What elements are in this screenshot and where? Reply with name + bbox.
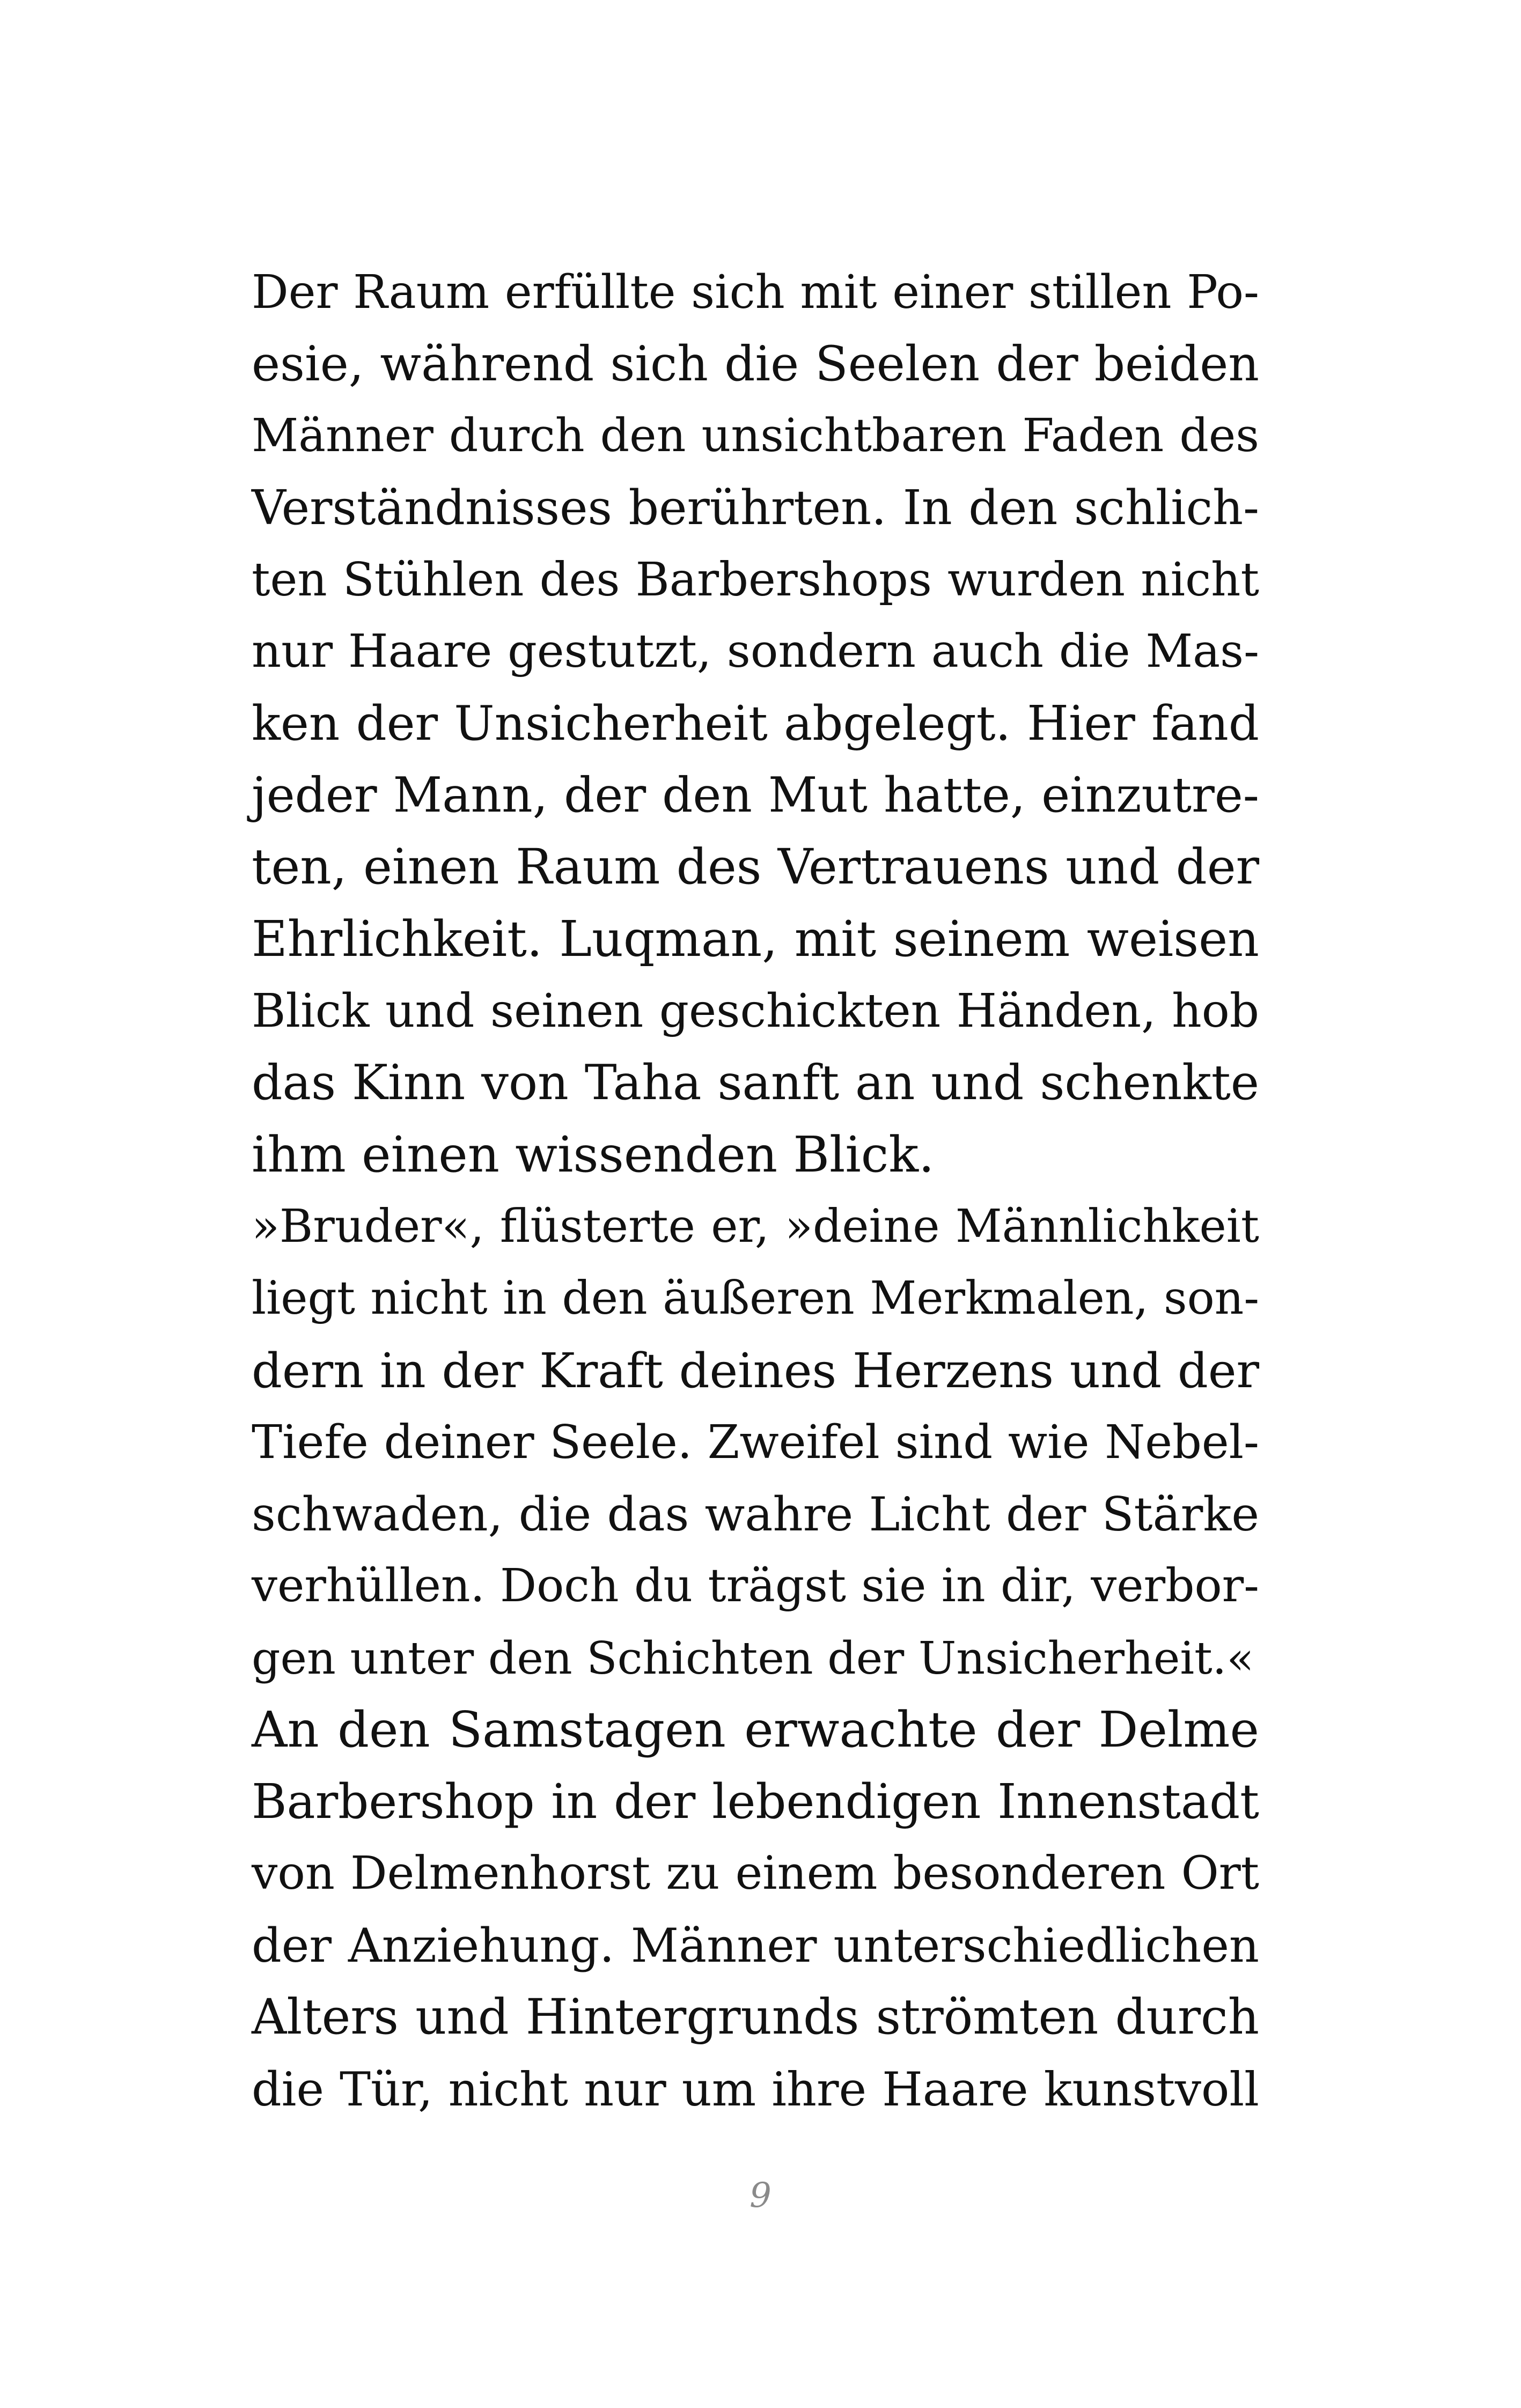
text-line: gen unter den Schichten der Unsicherheit.« bbox=[252, 1632, 1254, 1684]
text-line: Verständnisses berührten. In den schlich- bbox=[252, 480, 1259, 535]
text-line: ten, einen Raum des Vertrauens und der bbox=[252, 839, 1259, 895]
text-line: die Tür, nicht nur um ihre Haare kunstvoll bbox=[252, 2062, 1259, 2117]
text-line: schwaden, die das wahre Licht der Stärke bbox=[252, 1487, 1259, 1542]
text-line: ten Stühlen des Barbershops wurden nicht bbox=[252, 553, 1259, 607]
text-line: das Kinn von Taha sanft an und schenkte bbox=[252, 1055, 1259, 1111]
text-line: von Delmenhorst zu einem besonderen Ort bbox=[252, 1847, 1259, 1900]
text-line: der Anziehung. Männer unterschiedlichen bbox=[252, 1918, 1259, 1973]
text-line: liegt nicht in den äußeren Merkmalen, son- bbox=[252, 1272, 1259, 1325]
body-text bbox=[252, 256, 1259, 2125]
text-line: Tiefe deiner Seele. Zweifel sind wie Nebel- bbox=[252, 1416, 1259, 1469]
text-line: ken der Unsicherheit abgelegt. Hier fand bbox=[252, 696, 1259, 752]
text-line: An den Samstagen erwachte der Delme bbox=[252, 1701, 1259, 1758]
text-line: esie, während sich die Seelen der beiden bbox=[252, 336, 1259, 392]
text-line: verhüllen. Doch du trägst sie in dir, verbor- bbox=[252, 1559, 1259, 1612]
text-line: Der Raum erfüllte sich mit einer stillen Po- bbox=[252, 266, 1259, 319]
text-line: Ehrlichkeit. Luqman, mit seinem weisen bbox=[252, 910, 1259, 968]
text-line: »Bruder«, flüsterte er, »deine Männlichkeit bbox=[252, 1200, 1259, 1253]
text-line: dern in der Kraft deines Herzens und der bbox=[252, 1343, 1259, 1398]
text-line: Männer durch den unsichtbaren Faden des bbox=[252, 409, 1259, 462]
text-line: nur Haare gestutzt, sondern auch die Mas- bbox=[252, 625, 1259, 678]
text-line: Blick und seinen geschickten Händen, hob bbox=[252, 984, 1259, 1038]
text-line: Alters und Hintergrunds strömten durch bbox=[252, 1989, 1259, 2045]
text-line: ihm einen wissenden Blick. bbox=[252, 1126, 935, 1183]
text-line: jeder Mann, der den Mut hatte, einzutre- bbox=[252, 768, 1259, 823]
page-number: 9 bbox=[750, 2176, 771, 2215]
text-line: Barbershop in der lebendigen Innenstadt bbox=[252, 1774, 1259, 1830]
